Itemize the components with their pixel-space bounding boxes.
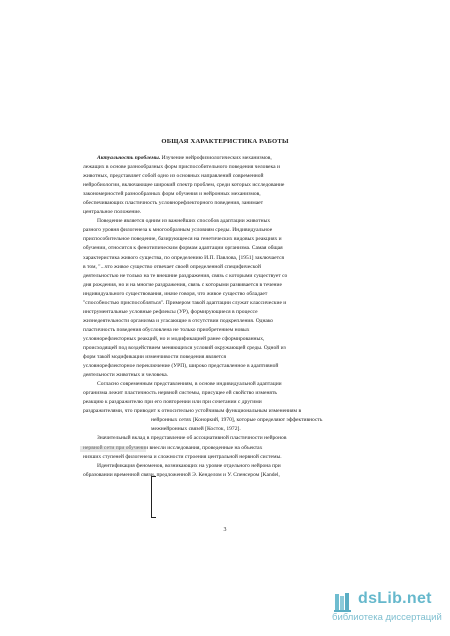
text-line: деятельности животных и человека. bbox=[83, 372, 169, 379]
margin-bracket-mark bbox=[151, 476, 156, 518]
text-line: организма лежит пластичность нервной системы, присущее ей свойство изменять bbox=[83, 390, 277, 397]
text-line: низших ступеней филогенеза и сложности строения центральной нервной системы. bbox=[83, 453, 282, 460]
text-line: нейробиологии, включающее широкий спектр проблем, среди которых исследование bbox=[83, 182, 285, 189]
text-line: межнейронных связей [Косток, 1972]. bbox=[151, 426, 241, 433]
scan-smudge bbox=[80, 446, 146, 452]
body-text bbox=[83, 154, 367, 480]
text-line: условнорефлекторных реакций, но и модификацией ранее сформированных, bbox=[83, 335, 265, 342]
text-line: в том, "...что живое существо отвечает своей определенной специфической bbox=[83, 263, 261, 270]
text-line: Согласно современным представлениям, в основе индивидуальной адаптации bbox=[97, 381, 282, 388]
text-line: закономерностей разнообразных форм обучения и нейронных механизмов, bbox=[83, 191, 261, 198]
text-line: происходящей под воздействием меняющихся условий окружающей среды. Одной из bbox=[83, 344, 286, 351]
watermark-subtitle: библиотека диссертаций bbox=[332, 612, 442, 623]
section-title: ОБЩАЯ ХАРАКТЕРИСТИКА РАБОТЫ bbox=[161, 138, 289, 145]
text-line: образовании временной связи, предложенной Э. Кенделом и У. Спенсером [Kandel, bbox=[83, 471, 280, 478]
text-line: жизнедеятельности организма и угасающие в отсутствии подкрепления. Однако bbox=[83, 317, 274, 324]
paragraph-behavior bbox=[83, 217, 367, 380]
watermark bbox=[318, 590, 450, 636]
text-line: Идентификация феноменов, возникающих на уровне отдельного нейрона при bbox=[97, 462, 281, 469]
text-line: пластичность поведения обусловлена не только приобретением новых bbox=[83, 326, 250, 333]
text-line: Изучение нейрофизиологических механизмов, bbox=[160, 155, 272, 161]
text-line: дня рождения, но и на многие раздражения, связь с которыми развивается в течение bbox=[83, 281, 282, 288]
text-line: центральное положение. bbox=[83, 209, 142, 216]
book-stack-icon bbox=[333, 591, 355, 613]
text-line: разного уровня филогенеза к многообразным условиям среды. Индивидуальное bbox=[83, 227, 273, 234]
text-line: индивидуального существования, иначе говоря, что живое существо обладает bbox=[83, 290, 268, 297]
text-line: деятельностью не только на те внешние раздражения, связь с которыми существует со bbox=[83, 272, 288, 279]
paragraph-plasticity bbox=[83, 380, 367, 480]
text-line: приспособительное поведение, базирующееся на генетических видовых реакциях и bbox=[83, 236, 282, 243]
text-line: "способностью приспособляться". Примером такой адаптации служат классические и bbox=[83, 299, 287, 306]
text-line: нервной сети при обучении внесли исследования, проведенные на объектах bbox=[83, 444, 263, 451]
text-line: условнорефлекторное переключение (УРП), широко представленное в адаптивной bbox=[83, 363, 279, 370]
text-line: нейронных сетях [Коноркий, 1970], которые определяют эффективность bbox=[151, 417, 323, 424]
text-line: Значительный вклад в представление об ассоциативной пластичности нейронов bbox=[97, 435, 287, 442]
paragraph-relevance bbox=[83, 154, 367, 217]
lead-phrase: Актуальность проблемы. bbox=[97, 155, 161, 161]
text-line: животных, представляет собой одно из основных направлений современной bbox=[83, 173, 264, 180]
text-line: инструментальные условные рефлексы (УР), формирующиеся в процессе bbox=[83, 308, 258, 315]
text-line: Поведение является одним из важнейших способов адаптации животных bbox=[97, 218, 271, 225]
watermark-logo: dsLib.net bbox=[358, 590, 432, 607]
text-line: реакцию к раздражителю при его повторении или при сочетании с другими bbox=[83, 399, 262, 406]
text-line: характеристика живого существа, по определению И.П. Павлова, [1951] заключается bbox=[83, 254, 285, 261]
text-line: лежащих в основе разнообразных форм приспособительного поведения человека и bbox=[83, 164, 280, 171]
text-line: форм такой модификации изменчивости поведения является bbox=[83, 354, 227, 361]
text-line: обучении, относится к фенотипическим формам адаптации организма. Самая общая bbox=[83, 245, 283, 252]
text-line: раздражителями, что приводит к относительно устойчивым функциональным изменениям в bbox=[83, 408, 302, 415]
text-line: обеспечивающих пластичность условнорефлекторного поведения, занимает bbox=[83, 200, 264, 207]
page-number: 3 bbox=[223, 527, 227, 533]
